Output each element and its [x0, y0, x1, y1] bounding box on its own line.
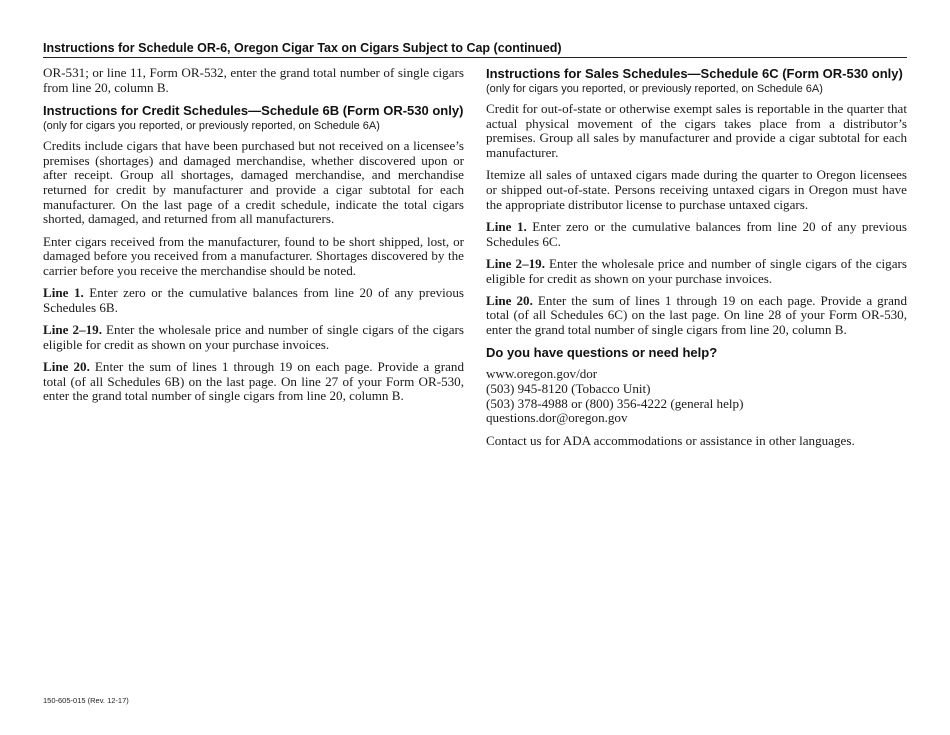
help-heading: Do you have questions or need help? — [486, 345, 718, 361]
general-help-phone: (503) 378-4988 or (800) 356-4222 (general help) — [486, 395, 744, 411]
page-header — [43, 40, 907, 58]
line-label: Line 2–19. — [486, 255, 545, 271]
sales-line20-instruction — [486, 294, 907, 338]
left-column — [43, 66, 464, 412]
email-link[interactable]: questions.dor@oregon.gov — [486, 410, 628, 426]
contact-block — [486, 367, 907, 426]
line-text: Enter the sum of lines 1 through 19 on each page. Provide a grand total (of all Schedules 6C) on the last page. On line 28 of your Form OR-530, enter the grand total number of single cigars from line 20, column B. — [486, 292, 907, 338]
credits-paragraph: Credits include cigars that have been purchased but not received on a licensee’s premises (shortages) and damaged merchandise, whether discovered upon or after receipt. Group all shortages, damaged merchandise, and merchandise returned for credit by manufacturer and provide a cigar subtotal for each manufacturer. On the last page of a credit schedule, indicate the total cigars shorted, damaged, and returned from all manufacturers. — [43, 137, 464, 227]
credit-schedules-subheading: (only for cigars you reported, or previously reported, on Schedule 6A) — [43, 119, 380, 132]
credit-line1-instruction — [43, 286, 464, 315]
itemize-paragraph: Itemize all sales of untaxed cigars made during the quarter to Oregon licensees or shipped out-of-state. Persons receiving untaxed cigars in Oregon must have the appropriate distributor license to purchase untaxed cigars. — [486, 167, 907, 212]
line-text: Enter the wholesale price and number of single cigars of the cigars eligible for credit as shown on your purchase invoices. — [43, 322, 464, 352]
line-text: Enter the sum of lines 1 through 19 on each page. Provide a grand total (of all Schedules 6B) on the last page. On line 27 of your Form OR-530, enter the grand total number of single cigars from line 20, column B. — [43, 359, 464, 404]
credit-line20-instruction — [43, 360, 464, 404]
ada-paragraph: Contact us for ADA accommodations or assistance in other languages. — [486, 432, 855, 448]
line-text: Enter zero or the cumulative balances from line 20 of any previous Schedules 6B. — [43, 285, 464, 315]
credit-schedules-heading: Instructions for Credit Schedules—Schedule 6B (Form OR-530 only) — [43, 102, 464, 118]
line-label: Line 2–19. — [43, 322, 102, 338]
sales-schedules-heading: Instructions for Sales Schedules—Schedule 6C (Form OR-530 only) — [486, 66, 903, 81]
line-text: Enter zero or the cumulative balances from line 20 of any previous Schedules 6C. — [486, 218, 907, 249]
credit-line2-19-instruction — [43, 323, 464, 352]
line-label: Line 1. — [43, 285, 84, 301]
sales-schedules-subheading: (only for cigars you reported, or previously reported, on Schedule 6A) — [486, 83, 823, 95]
form-number: 150-605-015 (Rev. 12-17) — [43, 696, 129, 705]
sales-line2-19-instruction — [486, 257, 907, 286]
page-title: Instructions for Schedule OR-6, Oregon Cigar Tax on Cigars Subject to Cap (continued) — [43, 41, 562, 55]
line-label: Line 20. — [43, 359, 90, 375]
continuation-paragraph: OR-531; or line 11, Form OR-532, enter the grand total number of single cigars from line 20, column B. — [43, 65, 464, 95]
line-text: Enter the wholesale price and number of single cigars of the cigars eligible for credit as shown on your purchase invoices. — [486, 255, 907, 286]
right-column — [486, 66, 907, 456]
tobacco-unit-phone: (503) 945-8120 (Tobacco Unit) — [486, 381, 651, 397]
received-paragraph: Enter cigars received from the manufacturer, found to be short shipped, lost, or damaged before you received from a manufacturer. Shortages discovered by the carrier before you receive the merchandise should be noted. — [43, 233, 464, 279]
sales-line1-instruction — [486, 220, 907, 249]
line-label: Line 1. — [486, 218, 527, 234]
exempt-sales-paragraph: Credit for out-of-state or otherwise exempt sales is reportable in the quarter that actual physical movement of the cigars takes place from a distributor’s premises. Group all sales by manufacturer and provide a cigar subtotal for each manufacturer. — [486, 101, 907, 161]
line-label: Line 20. — [486, 292, 533, 308]
website-link[interactable]: www.oregon.gov/dor — [486, 366, 598, 382]
